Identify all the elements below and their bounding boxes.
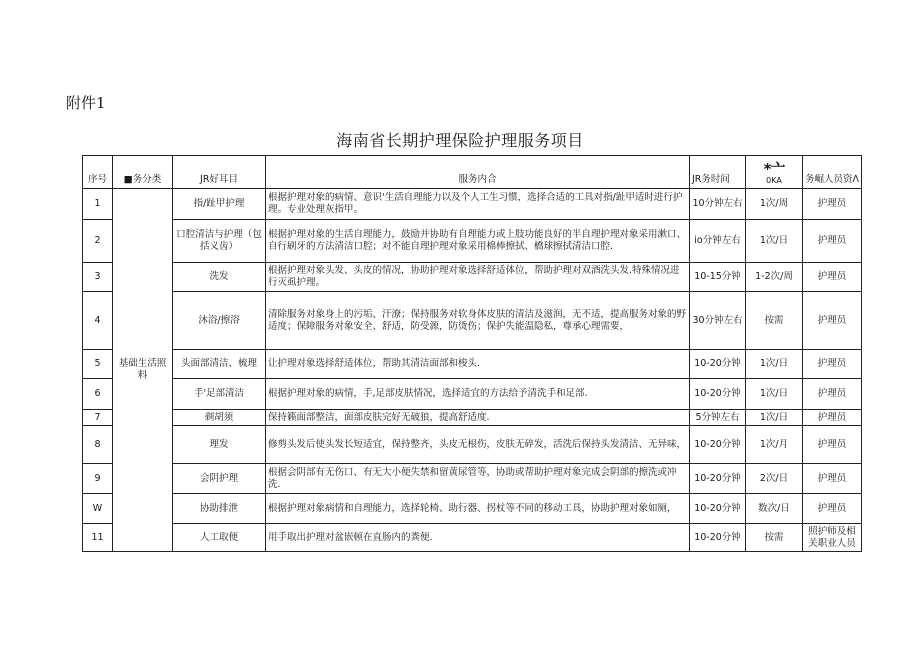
row-time: 10-20分钟: [690, 494, 746, 524]
row-frequency: 按需: [746, 292, 803, 350]
attachment-label: 附件1: [66, 94, 106, 112]
table-row: [83, 426, 862, 464]
row-time: 30分钟左右: [690, 292, 746, 350]
row-num: 5: [83, 350, 113, 379]
row-time: 5分钟左右: [690, 410, 746, 426]
row-item: 协助排泄: [173, 494, 266, 524]
row-staff: 护理员: [803, 350, 862, 379]
row-staff: 护理员: [803, 426, 862, 464]
row-staff: 护理员: [803, 410, 862, 426]
row-frequency: 1次/日: [746, 379, 803, 410]
row-item: 手'足部清洁: [173, 379, 266, 410]
table-row: [83, 464, 862, 494]
table-row: [83, 524, 862, 552]
row-time: 10-20分钟: [690, 379, 746, 410]
row-content: 让护理对象选择舒适体位，帮助其清洁面部和梭头.: [266, 350, 690, 379]
row-time: 10-20分钟: [690, 426, 746, 464]
header-item: JR好耳目: [173, 156, 266, 189]
row-frequency: 数次/日: [746, 494, 803, 524]
row-content: 根据护理对象病情和自理能力，选择轮椅、助行器、拐杖等不同的移动工具，协助护理对象如厕，: [266, 494, 690, 524]
row-frequency: 1次/日: [746, 410, 803, 426]
row-frequency: 1次/日: [746, 350, 803, 379]
row-item: 会阴护理: [173, 464, 266, 494]
table-row: [83, 263, 862, 292]
row-frequency: 1次/日: [746, 220, 803, 263]
row-item: 指/趾甲护理: [173, 189, 266, 220]
row-num: 7: [83, 410, 113, 426]
row-num: 6: [83, 379, 113, 410]
row-time: 10-20分钟: [690, 350, 746, 379]
row-staff: 护理员: [803, 263, 862, 292]
header-time: JR务时间: [690, 156, 746, 189]
document-title: 海南省长期护理保险护理服务项目: [336, 131, 584, 150]
row-time: 10-20分钟: [690, 464, 746, 494]
row-frequency: 1-2次/周: [746, 263, 803, 292]
row-item: 理发: [173, 426, 266, 464]
row-content: 保持籁面部整洁，面部皮肤完好无破狼，提高舒适度.: [266, 410, 690, 426]
row-content: 根据护理对象的病情、意识'生活自理能力以及个人工生习惯，选择合适的工具对指/趾甲适时进行护理。专业处理灰指甲。: [266, 189, 690, 220]
row-staff: 照护师及相关职业人员: [803, 524, 862, 552]
row-frequency: 1次/周: [746, 189, 803, 220]
row-item: 剃胡须: [173, 410, 266, 426]
table-row: [83, 494, 862, 524]
row-content: 清除服务对象身上的污垢、汗潦；保持服务对软身体皮肤的清洁及滋润，无不适，提高服务对象的野适度；保障服务对象安全、舒适，防受源，防烫伤；保护失能温隐私，尊承心理需要，: [266, 292, 690, 350]
row-content: 根据会阴部有无伤口、有无大小便失禁和留黄尿管等，协助或帮助护理对象完成会阴部的擦洗或冲洗.: [266, 464, 690, 494]
header-staff: 务崛人员资Λ: [803, 156, 862, 189]
row-content: 根据护理对象的病情，手,足部皮肤情况，选择适宜的方法给予清洗手和足部.: [266, 379, 690, 410]
row-num: 3: [83, 263, 113, 292]
row-time: io分钟左右: [690, 220, 746, 263]
row-frequency: 2次/日: [746, 464, 803, 494]
header-num: 序号: [83, 156, 113, 189]
table-row: [83, 379, 862, 410]
row-time: 10分钟左右: [690, 189, 746, 220]
row-staff: 护理员: [803, 494, 862, 524]
row-item: 人工取便: [173, 524, 266, 552]
row-num: 4: [83, 292, 113, 350]
table-row: [83, 410, 862, 426]
table-row: [83, 189, 862, 220]
row-num: 8: [83, 426, 113, 464]
row-time: 10-15分钟: [690, 263, 746, 292]
header-frequency-bottom: 0KA: [766, 176, 782, 185]
table-row: [83, 292, 862, 350]
row-item: 洗发: [173, 263, 266, 292]
row-content: 根据护理对象的生活自理能力，鼓励并协助有自理能力或上肢功能良好的半自理护理对象采用漱口、自行刷牙的方法清洁口腔；对不能自理护理对象采用棉棒擦拭、橋球擦拭清洁口腔.: [266, 220, 690, 263]
service-items-table: [82, 155, 862, 552]
table-row: [83, 350, 862, 379]
row-staff: 护理员: [803, 220, 862, 263]
row-item: 沐浴/擦浴: [173, 292, 266, 350]
row-staff: 护理员: [803, 292, 862, 350]
category-cell: 基础生活照料: [113, 189, 173, 552]
header-frequency-top: *亠: [763, 160, 785, 178]
header-content: 服务内合: [266, 156, 690, 189]
row-content: 根据护理对象头发、头皮的情况，协助护理对象选择舒适体位，帮助护理对双酒洗头发.特殊情况进行灭虱护理。: [266, 263, 690, 292]
row-num: W: [83, 494, 113, 524]
table-header-row: [83, 156, 862, 189]
header-category: ■务分类: [113, 156, 173, 189]
row-staff: 护理员: [803, 189, 862, 220]
header-frequency: [746, 156, 803, 189]
row-staff: 护理员: [803, 464, 862, 494]
row-content: 修剪头发后使头发长短适宜，保持整齐，头皮无根伤，皮肤无碎发，活洗后保持头发清洁、无异味，: [266, 426, 690, 464]
row-frequency: 按需: [746, 524, 803, 552]
row-time: 10-20分钟: [690, 524, 746, 552]
row-num: 11: [83, 524, 113, 552]
row-frequency: 1次/月: [746, 426, 803, 464]
row-num: 2: [83, 220, 113, 263]
row-num: 1: [83, 189, 113, 220]
row-item: 头面部清洁、梳理: [173, 350, 266, 379]
row-content: 用手取出护理对盆嵌顿在直肠内的粪便.: [266, 524, 690, 552]
row-item: 口腔清洁与护理（包括义齿）: [173, 220, 266, 263]
row-num: 9: [83, 464, 113, 494]
row-staff: 护理员: [803, 379, 862, 410]
table-row: [83, 220, 862, 263]
